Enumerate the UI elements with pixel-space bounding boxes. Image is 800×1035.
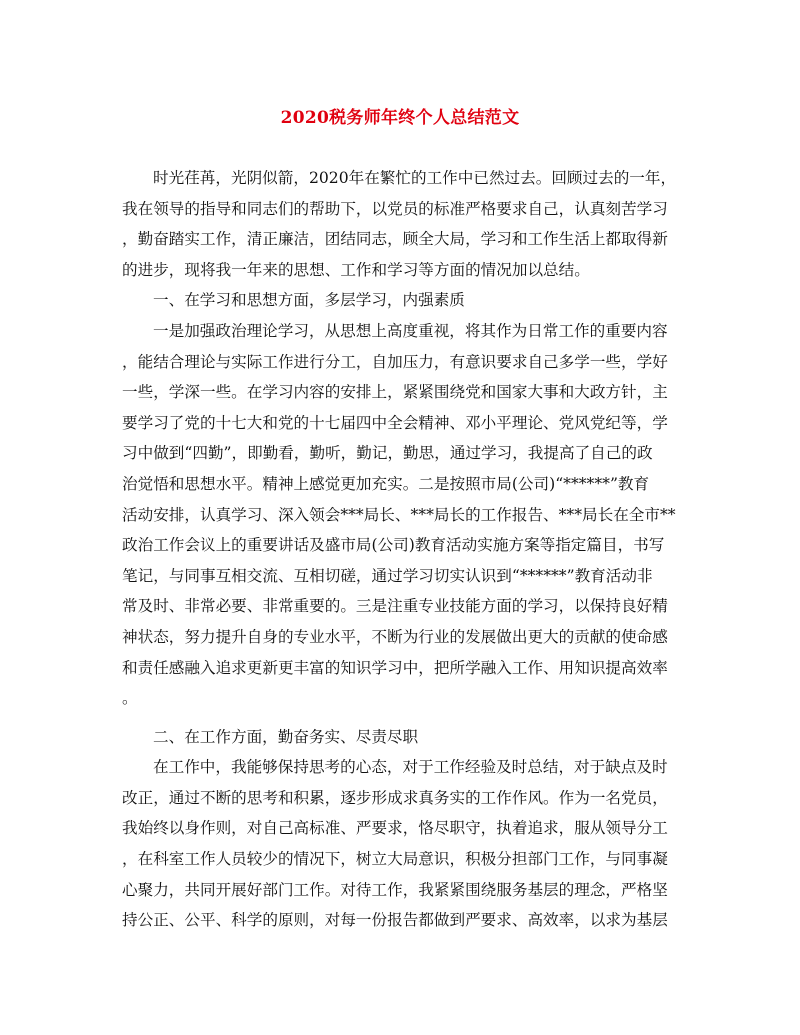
paragraph-line: 常及时、非常必要、非常重要的。三是注重专业技能方面的学习，以保持良好精 bbox=[122, 597, 668, 616]
paragraph-line: 笔记，与同事互相交流、互相切磋，通过学习切实认识到“******”教育活动非 bbox=[122, 566, 653, 585]
paragraph-line: 政治工作会议上的重要讲话及盛市局(公司)教育活动实施方案等指定篇目，书写 bbox=[122, 536, 665, 555]
paragraph-line: 一是加强政治理论学习，从思想上高度重视，将其作为日常工作的重要内容 bbox=[153, 321, 668, 340]
section-heading: 二、在工作方面，勤奋务实、尽责尽职 bbox=[153, 727, 419, 746]
paragraph-line: 的进步，现将我一年来的思想、工作和学习等方面的情况加以总结。 bbox=[122, 260, 590, 279]
paragraph-line: 我在领导的指导和同志们的帮助下，以党员的标准严格要求自己，认真刻苦学习 bbox=[122, 199, 668, 218]
document-body bbox=[122, 163, 682, 936]
paragraph-line: ，能结合理论与实际工作进行分工，自加压力，有意识要求自己多学一些，学好 bbox=[122, 352, 668, 371]
paragraph-line: 和责任感融入追求更新更丰富的知识学习中，把所学融入工作、用知识提高效率 bbox=[122, 658, 668, 677]
section-heading: 一、在学习和思想方面，多层学习，内强素质 bbox=[153, 291, 465, 310]
paragraph-line: 一些，学深一些。在学习内容的安排上，紧紧围绕党和国家大事和大政方针，主 bbox=[122, 383, 668, 402]
paragraph-line: 持公正、公平、科学的原则，对每一份报告都做到严要求、高效率，以求为基层 bbox=[122, 911, 668, 930]
paragraph-line: 时光荏苒，光阴似箭，2020年在繁忙的工作中已然过去。回顾过去的一年， bbox=[153, 169, 677, 187]
paragraph-line: 。 bbox=[122, 689, 138, 708]
paragraph-line: 要学习了党的十七大和党的十七届四中全会精神、邓小平理论、党风党纪等，学 bbox=[122, 413, 668, 432]
paragraph-line: 心聚力，共同开展好部门工作。对待工作，我紧紧围绕服务基层的理念，严格坚 bbox=[122, 880, 668, 899]
paragraph-line: 我始终以身作则，对自己高标准、严要求，恪尽职守，执着追求，服从领导分工 bbox=[122, 819, 668, 838]
paragraph-line: 改正，通过不断的思考和积累，逐步形成求真务实的工作作风。作为一名党员， bbox=[122, 788, 668, 807]
paragraph-spacer bbox=[122, 714, 682, 722]
paragraph-line: ，勤奋踏实工作，清正廉洁，团结同志，顾全大局，学习和工作生活上都取得新 bbox=[122, 230, 668, 249]
paragraph-line: ，在科室工作人员较少的情况下，树立大局意识，积极分担部门工作，与同事凝 bbox=[122, 850, 668, 869]
paragraph-line: 在工作中，我能够保持思考的心态，对于工作经验及时总结，对于缺点及时 bbox=[153, 758, 668, 777]
paragraph-line: 活动安排，认真学习、深入领会***局长、***局长的工作报告、***局长在全市** bbox=[122, 505, 676, 524]
paragraph-line: 习中做到“四勤”，即勤看，勤听，勤记，勤思，通过学习，我提高了自己的政 bbox=[122, 444, 653, 463]
paragraph-line: 治觉悟和思想水平。精神上感觉更加充实。二是按照市局(公司)“******”教育 bbox=[122, 474, 650, 493]
document-title: 2020税务师年终个人总结范文 bbox=[280, 108, 520, 128]
paragraph-line: 神状态，努力提升自身的专业水平，不断为行业的发展做出更大的贡献的使命感 bbox=[122, 627, 668, 646]
